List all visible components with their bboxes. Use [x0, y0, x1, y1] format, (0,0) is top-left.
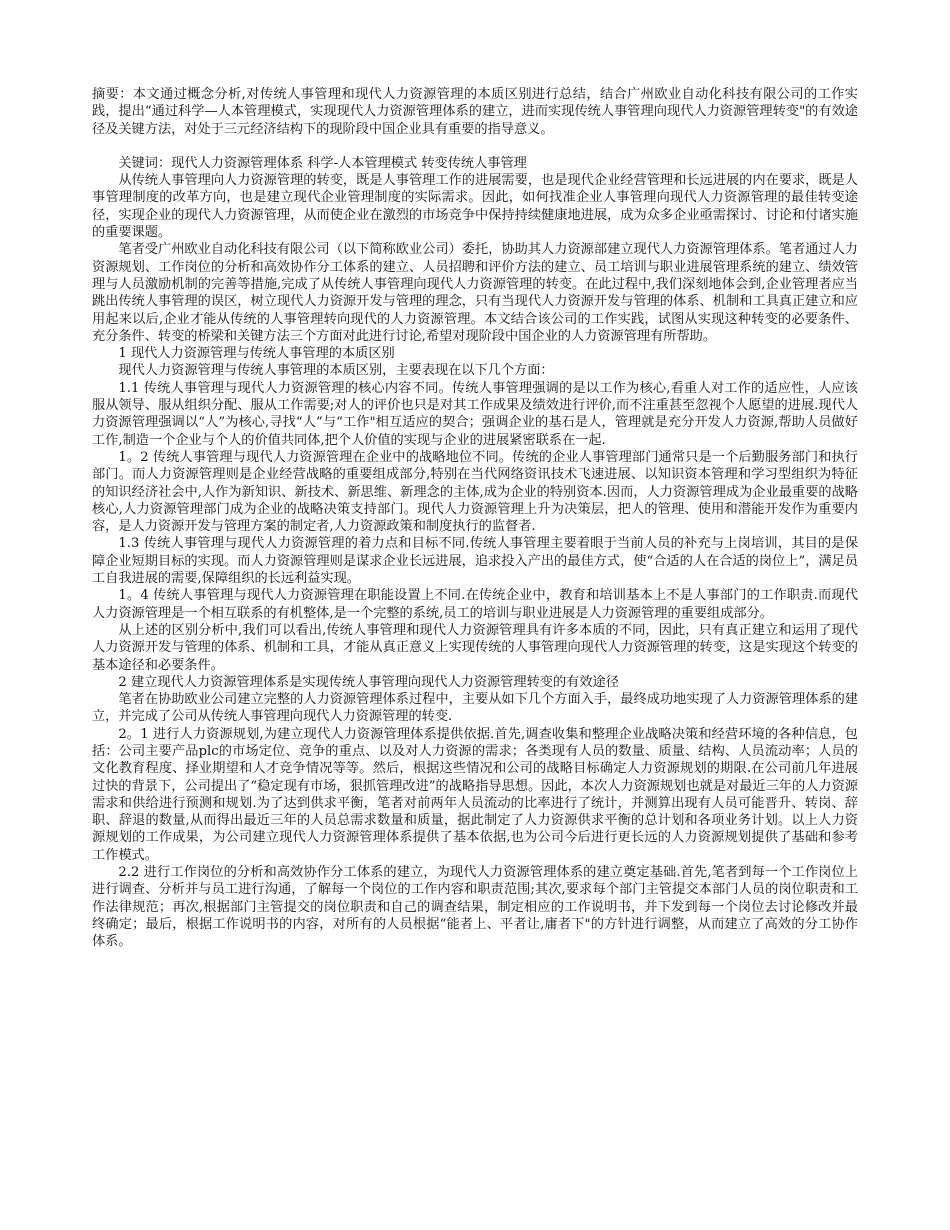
- body-paragraph-1-2: 1。2 传统人事管理与现代人力资源管理在企业中的战略地位不同。传统的企业人事管理部门通常只是一个后勤服务部门和执行部门。而人力资源管理则是企业经营战略的重要组成部分,特别在当代网络资讯技术飞速进展、以知识资本管理和学习型组织为特征的知识经济社会中,人作为新知识、新技术、新思维、新理念的主体,成为企业的特别资本.因而，人力资源管理成为企业最重要的战略核心,人力资源管理部门成为企业的战略决策支持部门。现代人力资源管理上升为决策层，把人的管理、使用和潜能开发作为重要内容，是人力资源开发与管理方案的制定者,人力资源政策和制度执行的监督者.: [92, 449, 858, 535]
- keywords-line: 关键词：现代人力资源管理体系 科学-人本管理模式 转变传统人事管理: [118, 155, 527, 171]
- body-paragraph-intro: 从传统人事管理向人力资源管理的转变，既是人事管理工作的进展需要，也是现代企业经营管理和长远进展的内在要求，既是人事管理制度的改革方向，也是建立现代企业管理制度的实际需求。因此，如何找准企业人事管理向现代人力资源管理的最佳转变途径，实现企业的现代人力资源管理，从而使企业在激烈的市场竞争中保持持续健康地进展，成为众多企业亟需探讨、讨论和付诸实施的重要课题。: [92, 173, 858, 241]
- abstract-paragraph: 摘要：本文通过概念分析,对传统人事管理和现代人力资源管理的本质区别进行总结，结合广州欧业自动化科技有限公司的工作实践，提出“通过科学—人本管理模式，实现现代人力资源管理体系的建立，进而实现传统人事管理向现代人力资源管理转变"的有效途径及关键方法，对处于三元经济结构下的现阶段中国企业具有重要的指导意义。: [92, 87, 858, 137]
- paragraph-gap: [92, 138, 858, 155]
- body-paragraph-1-3: 1.3 传统人事管理与现代人力资源管理的着力点和目标不同.传统人事管理主要着眼于当前人员的补充与上岗培训，其目的是保障企业短期目标的实现。而人力资源管理则是谋求企业长远进展，追求投入产出的最佳方式，使“合适的人在合适的岗位上”，满足员工自我进展的需要,保障组织的长远利益实现。: [92, 536, 858, 587]
- body-paragraph-2-2: 2.2 进行工作岗位的分析和高效协作分工体系的建立，为现代人力资源管理体系的建立奠定基础.首先,笔者到每一个工作岗位上进行调查、分析并与员工进行沟通，了解每一个岗位的工作内容和职责范围;其次,要求每个部门主管提交本部门人员的岗位职责和工作法律规范；再次,根据部门主管提交的岗位职责和自己的调查结果，制定相应的工作说明书，并下发到每一个岗位去讨论修改并最终确定；最后，根据工作说明书的内容，对所有的人员根据“能者上、平者让,庸者下"的方针进行调整，从而建立了高效的分工协作体系。: [92, 865, 858, 950]
- body-paragraph-1-intro: 现代人力资源管理与传统人事管理的本质区别，主要表现在以下几个方面：: [118, 363, 554, 379]
- body-paragraph-1-4: 1。4 传统人事管理与现代人力资源管理在职能设置上不同.在传统企业中，教育和培训基本上不是人事部门的工作职责.而现代人力资源管理是一个相互联系的有机整体,是一个完整的系统,员工的培训与职业进展是人力资源管理的重要组成部分。: [92, 588, 858, 621]
- body-paragraph-background: 笔者受广州欧业自动化科技有限公司（以下简称欧业公司）委托，协助其人力资源部建立现代人力资源管理体系。笔者通过人力资源规划、工作岗位的分析和高效协作分工体系的建立、人员招聘和评价方法的建立、员工培训与职业进展管理系统的建立、绩效管理与人员激励机制的完善等措施,完成了从传统人事管理向现代人力资源管理的转变。在此过程中,我们深刻地体会到,企业管理者应当跳出传统人事管理的误区，树立现代人力资源开发与管理的理念，只有当现代人力资源开发与管理的体系、机制和工具真正建立和应用起来以后,企业才能从传统的人事管理转向现代的人力资源管理。本文结合该公司的工作实践，试图从实现这种转变的必要条件、充分条件、转变的桥梁和关键方法三个方面对此进行讨论,希望对现阶段中国企业的人力资源管理有所帮助。: [92, 242, 858, 344]
- section-heading-1: 1 现代人力资源管理与传统人事管理的本质区别: [118, 346, 395, 362]
- section-heading-2: 2 建立现代人力资源管理体系是实现传统人事管理向现代人力资源管理转变的有效途径: [118, 674, 619, 690]
- body-paragraph-2-1: 2。1 进行人力资源规划,为建立现代人力资源管理体系提供依据.首先,调查收集和整理企业战略决策和经营环境的各种信息，包括：公司主要产品plc的市场定位、竞争的重点、以及对人力资源的需求；各类现有人员的数量、质量、结构、人员流动率；人员的文化教育程度、择业期望和人才竞争情况等等。然后，根据这些情况和公司的战略目标确定人力资源规划的期限.在公司前几年进展过快的背景下，公司提出了“稳定现有市场，狠抓管理改进”的战略指导思想。因此，本次人力资源规划也就是对最近三年的人力资源需求和供给进行预测和规划.为了达到供求平衡，笔者对前两年人员流动的比率进行了统计，并测算出现有人员可能晋升、转岗、辞职、辞退的数量,从而得出最近三年的人员总需求数量和质量，据此制定了人力资源供求平衡的总计划和各项业务计划。以上人力资源规划的工作成果，为公司建立现代人力资源管理体系提供了基本依据,也为公司今后进行更长远的人力资源规划提供了基础和参考工作模式。: [92, 726, 858, 863]
- body-paragraph-1-1: 1.1 传统人事管理与现代人力资源管理的核心内容不同。传统人事管理强调的是以工作为核心,看重人对工作的适应性，人应该服从领导、服从组织分配、服从工作需要;对人的评价也只是对其工作成果及绩效进行评价,而不注重甚至忽视个人愿望的进展.现代人力资源管理强调以“人”为核心,寻找“人”与“工作"相互适应的契合；强调企业的基石是人，管理就是充分开发人力资源,帮助人员做好工作,制造一个企业与个人的价值共同体,把个人价值的实现与企业的进展紧密联系在一起.: [92, 380, 858, 448]
- body-paragraph-1-summary: 从上述的区别分析中,我们可以看出,传统人事管理和现代人力资源管理具有许多本质的不同，因此，只有真正建立和运用了现代人力资源开发与管理的体系、机制和工具，才能从真正意义上实现传统的人事管理向现代人力资源管理的转变，这是实现这个转变的基本途径和必要条件。: [92, 622, 858, 673]
- body-paragraph-2-intro: 笔者在协助欧业公司建立完整的人力资源管理体系过程中，主要从如下几个方面入手，最终成功地实现了人力资源管理体系的建立，并完成了公司从传统人事管理向现代人力资源管理的转变.: [92, 692, 858, 725]
